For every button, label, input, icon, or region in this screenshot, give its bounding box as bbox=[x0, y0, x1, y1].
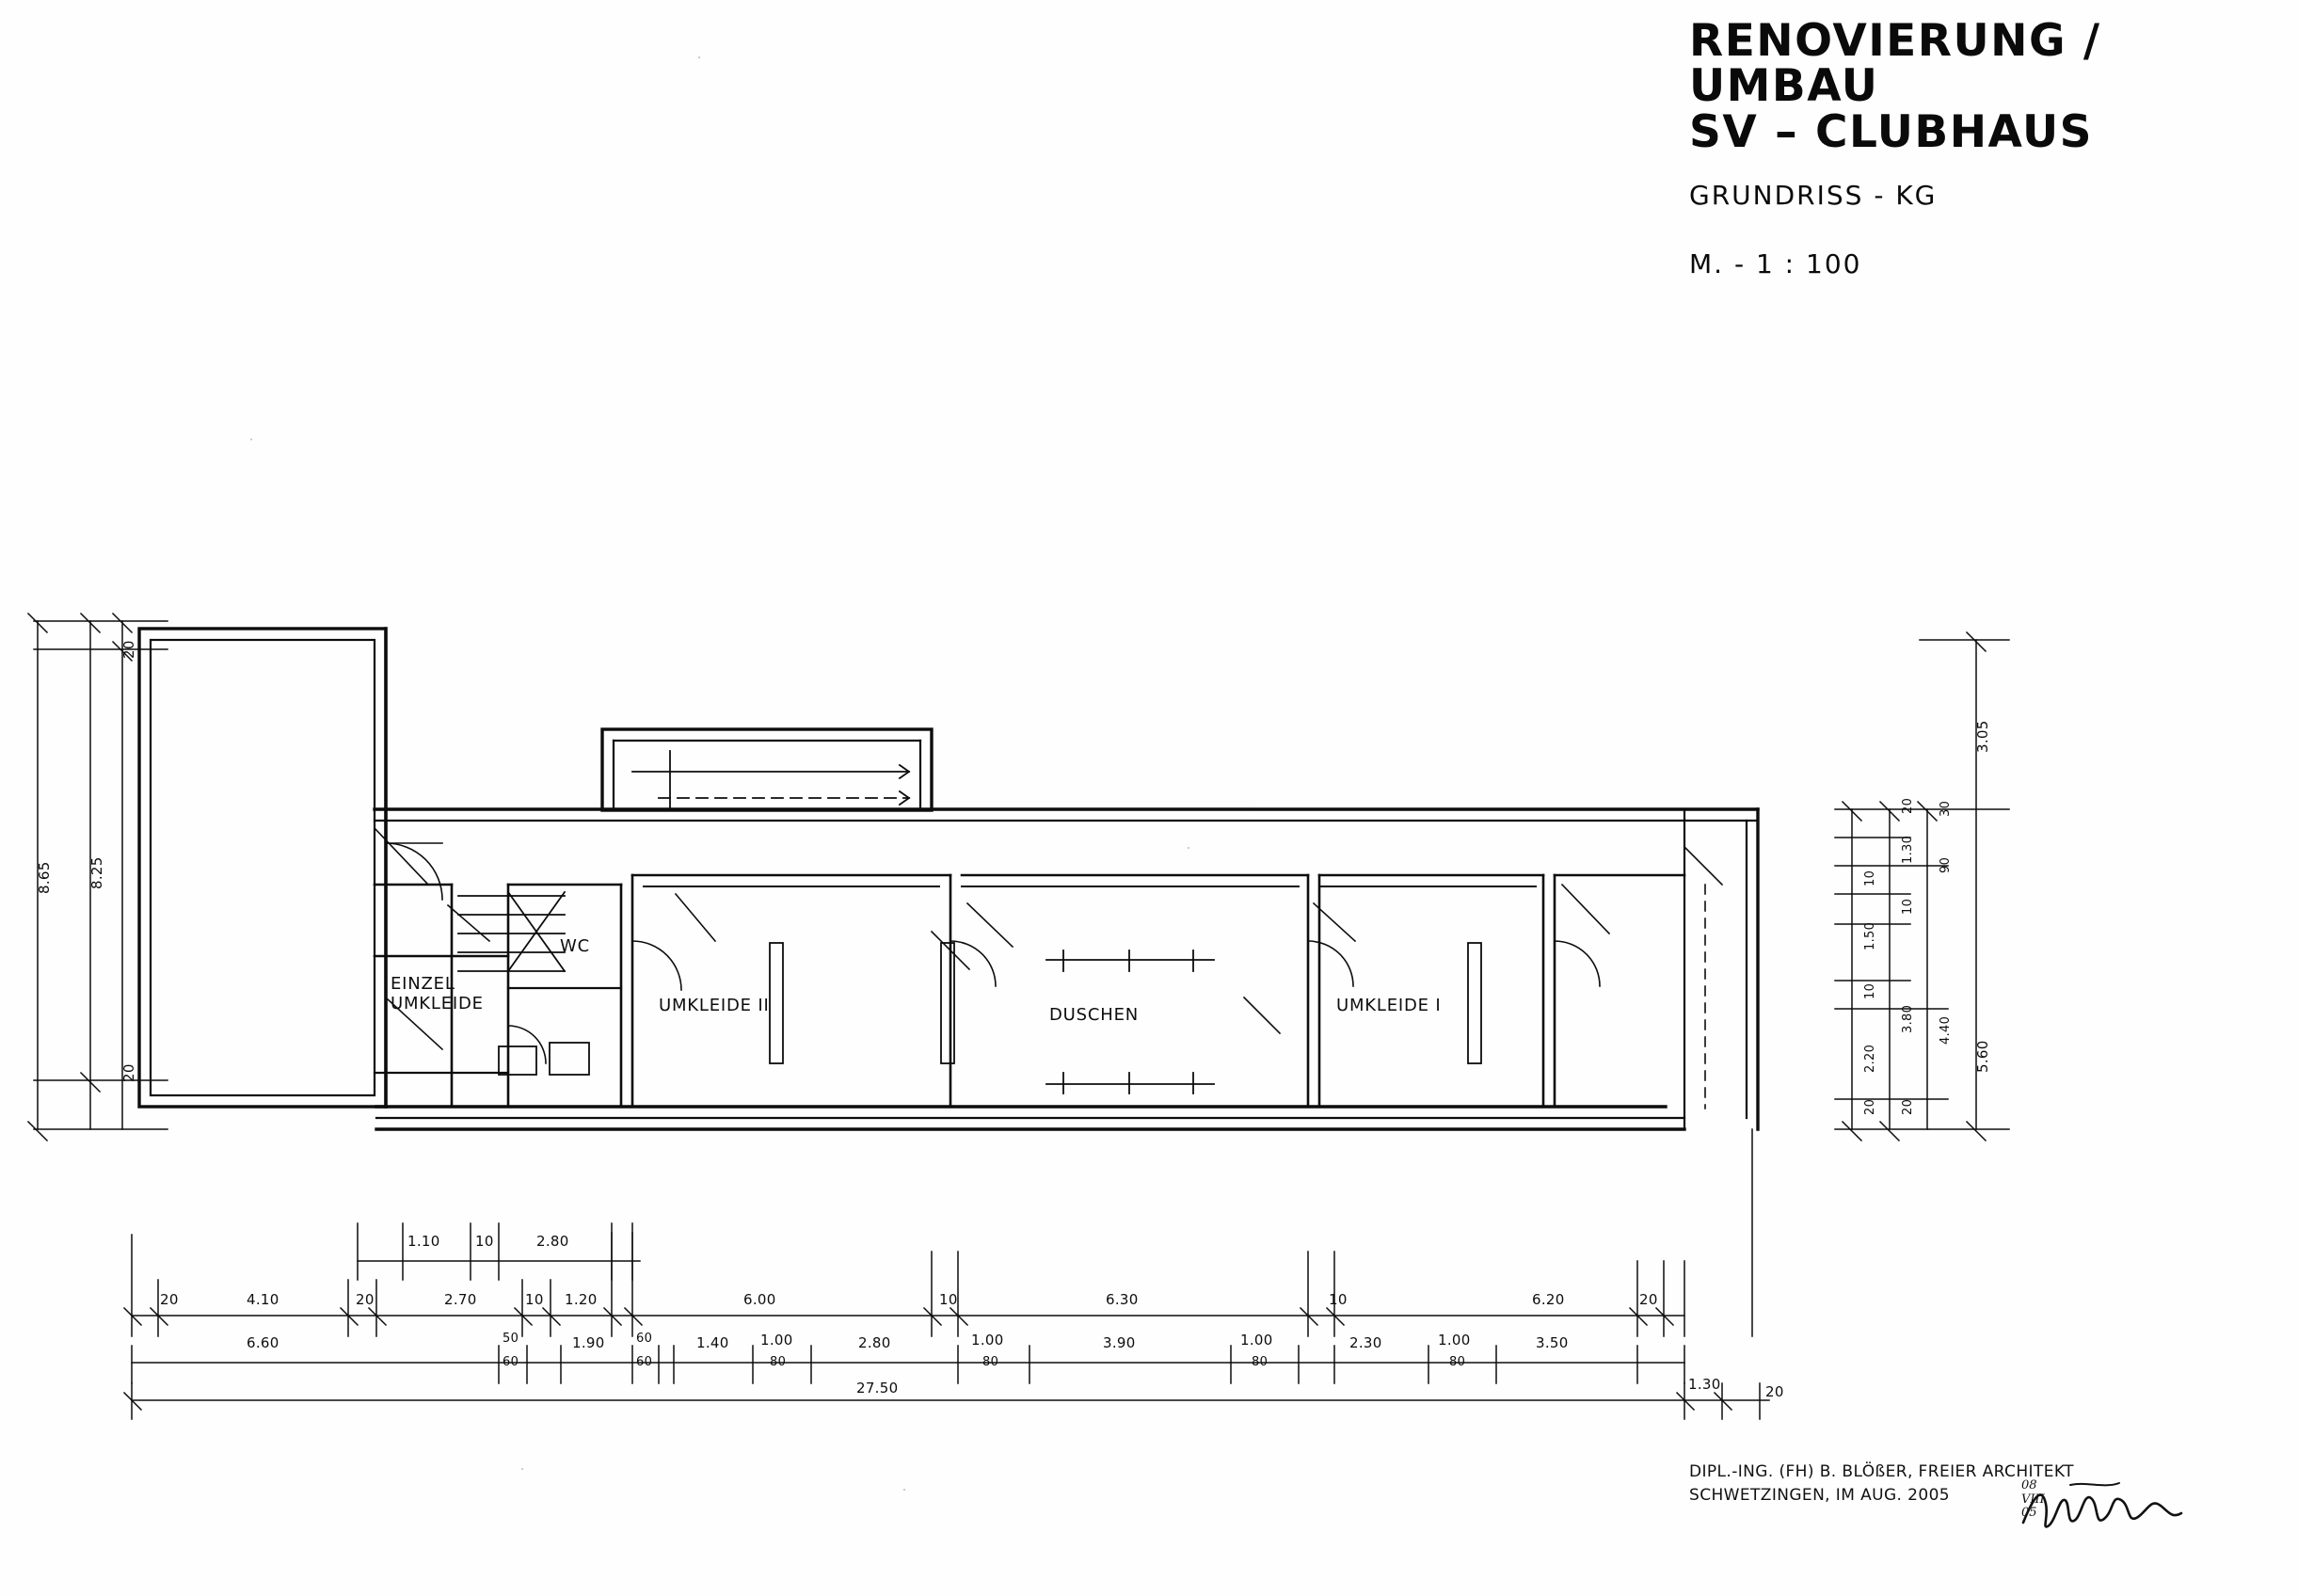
dim-right-20-a: 20 bbox=[1901, 797, 1915, 814]
paper-speck bbox=[250, 439, 252, 440]
dim-bottom-total-20: 20 bbox=[1765, 1383, 1784, 1400]
room-label-einzel-umkleide-line1: EINZEL bbox=[391, 974, 455, 994]
room-label-wc: WC bbox=[560, 936, 590, 956]
dim-bottom-low-80-a: 80 bbox=[770, 1355, 787, 1369]
dim-bottom-mid-20-c: 20 bbox=[1639, 1291, 1658, 1308]
paper-speck bbox=[521, 1468, 523, 1470]
signature-date-day: 08 bbox=[2021, 1478, 2037, 1492]
dim-bottom-low-660: 6.60 bbox=[247, 1334, 279, 1351]
room-label-umkleide-2: UMKLEIDE II bbox=[659, 996, 770, 1015]
dim-bottom-low-190: 1.90 bbox=[572, 1334, 605, 1351]
dim-right-305: 3.05 bbox=[1974, 720, 1991, 753]
dim-right-10-a: 10 bbox=[1863, 870, 1877, 886]
room-label-einzel-umkleide bbox=[391, 974, 484, 1013]
dim-bottom-low-100-d: 1.00 bbox=[1438, 1332, 1471, 1349]
sheet-subtitle: GRUNDRISS - KG bbox=[1689, 180, 1938, 212]
architect-name: DIPL.-ING. (FH) B. BLÖßER, FREIER ARCHITEKT bbox=[1689, 1462, 2074, 1481]
dim-bottom-low-50: 50 bbox=[503, 1332, 519, 1346]
sheet-title-line-1: RENOVIERUNG / bbox=[1689, 15, 2101, 67]
dim-bottom-low-350: 3.50 bbox=[1536, 1334, 1569, 1351]
room-label-umkleide-1: UMKLEIDE I bbox=[1336, 996, 1442, 1015]
sheet-title-line-3: SV – CLUBHAUS bbox=[1689, 105, 2093, 158]
paper-speck bbox=[698, 56, 700, 58]
dim-bottom-low-100-b: 1.00 bbox=[971, 1332, 1004, 1349]
dim-right-130: 1.30 bbox=[1901, 835, 1915, 864]
dim-right-220: 2.20 bbox=[1863, 1044, 1877, 1073]
dim-bottom-mid-120: 1.20 bbox=[565, 1291, 598, 1308]
dim-right-10-c: 10 bbox=[1863, 982, 1877, 999]
dim-bottom-mid-620: 6.20 bbox=[1532, 1291, 1565, 1308]
dim-bottom-low-100-c: 1.00 bbox=[1240, 1332, 1273, 1349]
dim-bottom-low-80-d: 80 bbox=[1449, 1355, 1466, 1369]
dim-bottom-total-2750: 27.50 bbox=[856, 1380, 899, 1396]
room-label-duschen: DUSCHEN bbox=[1049, 1005, 1140, 1025]
dim-right-90: 90 bbox=[1939, 856, 1953, 873]
dim-right-440: 4.40 bbox=[1939, 1015, 1953, 1045]
signature-date-month: VIII bbox=[2021, 1492, 2045, 1507]
paper-speck bbox=[903, 1489, 905, 1491]
dim-right-150: 1.50 bbox=[1863, 921, 1877, 950]
dim-left-825: 8.25 bbox=[88, 856, 105, 889]
dim-left-865: 8.65 bbox=[36, 861, 53, 894]
dim-bottom-mid-20-a: 20 bbox=[160, 1291, 179, 1308]
dim-left-20-top: 20 bbox=[120, 640, 137, 659]
dim-bottom-mid-270: 2.70 bbox=[444, 1291, 477, 1308]
dim-bottom-low-390: 3.90 bbox=[1103, 1334, 1136, 1351]
dim-bottom-low-60-b: 60 bbox=[636, 1332, 653, 1346]
dim-bottom-upper-110: 1.10 bbox=[407, 1233, 440, 1250]
dim-bottom-total-130: 1.30 bbox=[1688, 1376, 1721, 1393]
dim-bottom-mid-20-b: 20 bbox=[356, 1291, 375, 1308]
paper-speck bbox=[1188, 847, 1189, 849]
dim-right-20-c: 20 bbox=[1901, 1098, 1915, 1115]
signature-date-year: 05 bbox=[2021, 1506, 2037, 1521]
room-label-einzel-umkleide-line2: UMKLEIDE bbox=[391, 994, 484, 1013]
dim-bottom-mid-10-b: 10 bbox=[939, 1291, 958, 1308]
sheet-scale: M. - 1 : 100 bbox=[1689, 248, 1862, 280]
dim-bottom-mid-410: 4.10 bbox=[247, 1291, 279, 1308]
dim-bottom-low-100-a: 1.00 bbox=[760, 1332, 793, 1349]
dim-bottom-low-230: 2.30 bbox=[1349, 1334, 1382, 1351]
dim-bottom-upper-280: 2.80 bbox=[536, 1233, 569, 1250]
dim-bottom-upper-10: 10 bbox=[475, 1233, 494, 1250]
dim-bottom-mid-10-c: 10 bbox=[1329, 1291, 1348, 1308]
place-and-date: SCHWETZINGEN, IM AUG. 2005 bbox=[1689, 1485, 1950, 1505]
dim-bottom-low-140: 1.40 bbox=[696, 1334, 729, 1351]
dim-bottom-low-60-a: 60 bbox=[503, 1355, 519, 1369]
dim-bottom-low-60-c: 60 bbox=[636, 1355, 653, 1369]
dim-right-10-b: 10 bbox=[1901, 898, 1915, 915]
sheet-title-line-2: UMBAU bbox=[1689, 60, 1879, 113]
dim-bottom-mid-600: 6.00 bbox=[743, 1291, 776, 1308]
dim-bottom-low-280: 2.80 bbox=[858, 1334, 891, 1351]
dim-bottom-mid-630: 6.30 bbox=[1106, 1291, 1139, 1308]
dim-left-20-bottom: 20 bbox=[120, 1063, 137, 1082]
dim-right-380: 3.80 bbox=[1901, 1004, 1915, 1033]
dim-right-560: 5.60 bbox=[1974, 1040, 1991, 1073]
dim-right-30: 30 bbox=[1939, 800, 1953, 817]
dim-bottom-low-80-c: 80 bbox=[1252, 1355, 1269, 1369]
dim-bottom-low-80-b: 80 bbox=[982, 1355, 999, 1369]
dim-bottom-mid-10-a: 10 bbox=[525, 1291, 544, 1308]
dim-right-20-b: 20 bbox=[1863, 1098, 1877, 1115]
